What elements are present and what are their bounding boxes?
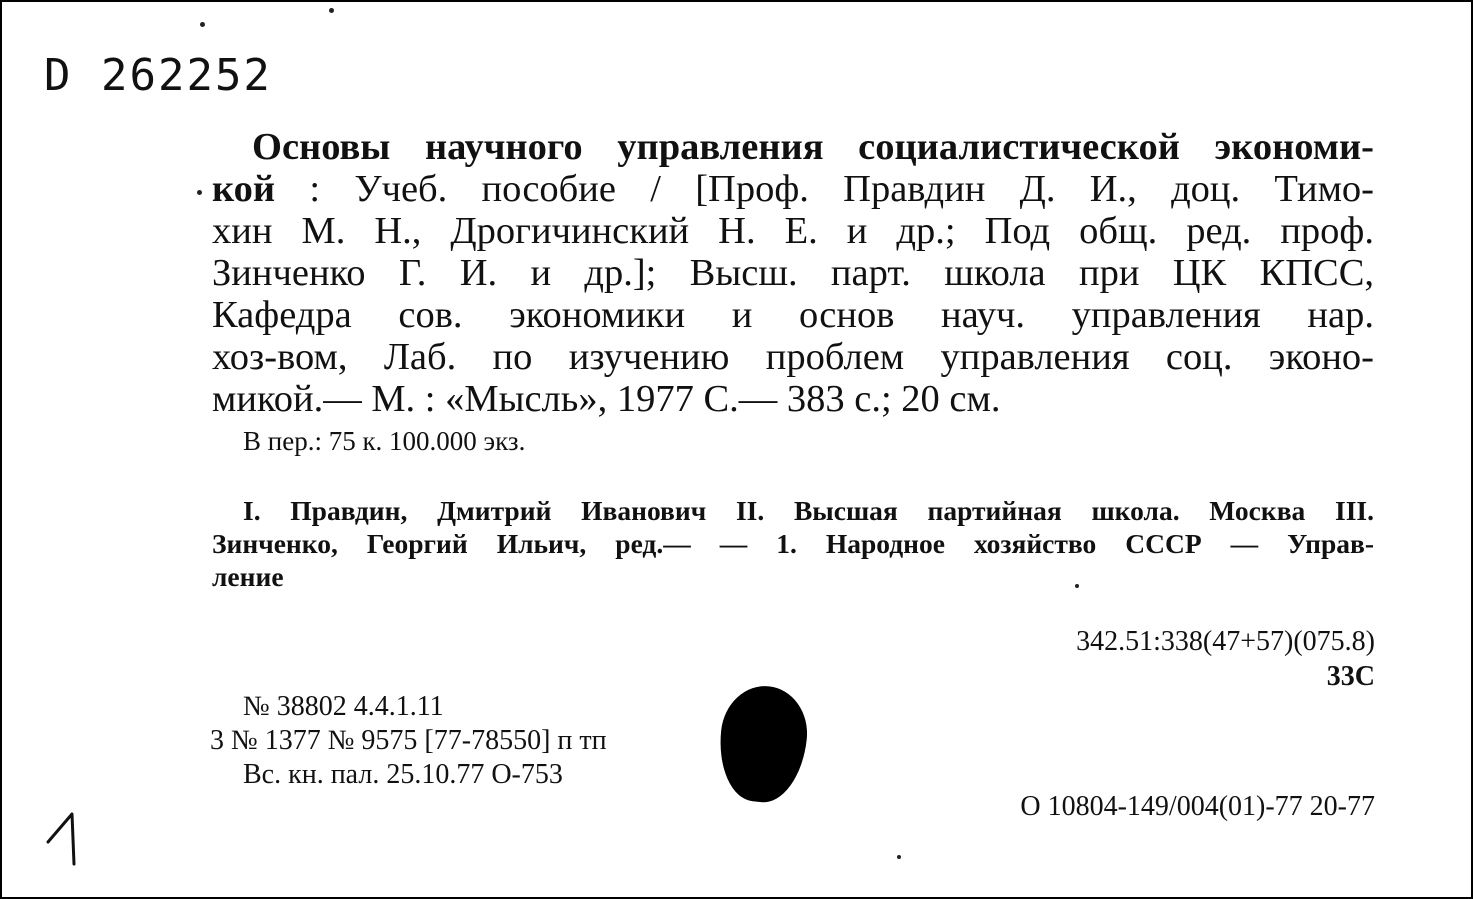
index-code: О 10804-149/004(01)-77 20-77 (1020, 791, 1375, 822)
tracing-line: Зинченко, Георгий Ильич, ред.— — 1. Народное хозяйство СССР — Управ- (212, 528, 1374, 559)
order-numbers (210, 690, 607, 792)
entry-line: хин М. Н., Дрогичинский Н. Е. и др.; Под общ. ред. проф. (212, 210, 1374, 252)
order-line: Вс. кн. пал. 25.10.77 О-753 (243, 759, 563, 790)
bbk-classification: 33С (1326, 661, 1375, 692)
speck (897, 855, 901, 859)
tracing-line: ление (212, 561, 284, 592)
speck (1075, 584, 1079, 588)
order-line: 3 № 1377 № 9575 [77-78550] п тп (210, 725, 607, 756)
order-line: № 38802 4.4.1.11 (243, 691, 444, 722)
handwritten-mark (44, 808, 84, 873)
speck (329, 8, 334, 13)
tracing-line: I. Правдин, Дмитрий Иванович II. Высшая партийная школа. Москва III. (243, 495, 1374, 526)
title-text-end: кой (212, 168, 276, 210)
speck (197, 190, 202, 195)
tracings (212, 494, 1374, 593)
entry-text: : Учеб. пособие / [Проф. Правдин Д. И., доц. Тимо- (275, 168, 1374, 210)
entry-line: Зинченко Г. И. и др.]; Высш. парт. школа при ЦК КПСС, (212, 252, 1374, 294)
entry-line: Кафедра сов. экономики и основ науч. управления нар. (212, 294, 1374, 336)
entry-line: хоз-вом, Лаб. по изучению проблем управления соц. эконо- (212, 336, 1374, 378)
entry-line (212, 168, 1374, 210)
udc-classification: 342.51:338(47+57)(075.8) (1076, 626, 1375, 657)
entry-line: микой.— М. : «Мысль», 1977 С.— 383 с.; 20 см. (212, 378, 1001, 420)
title-text: Основы научного управления социалистической экономи- (252, 126, 1374, 168)
main-entry (212, 126, 1374, 420)
handwritten-one-icon (44, 808, 84, 868)
speck (200, 22, 205, 27)
binding-price-line: В пер.: 75 к. 100.000 экз. (243, 426, 526, 456)
title-line (212, 126, 1374, 168)
call-number: D 262252 (44, 50, 272, 101)
